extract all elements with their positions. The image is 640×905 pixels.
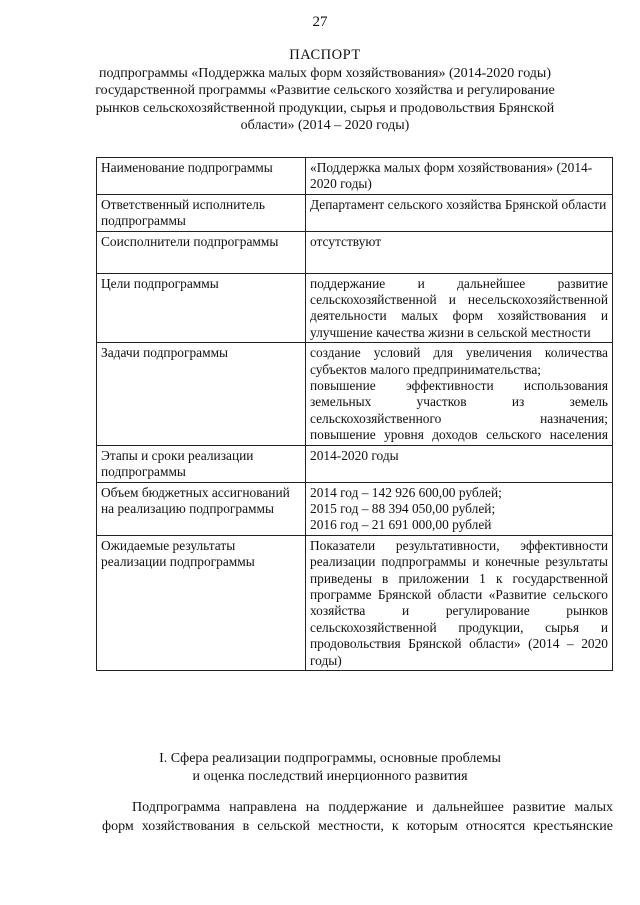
header-line: государственной программы «Развитие сельского хозяйства и регулирование [95, 83, 555, 98]
task-item: создание условий для увеличения количества субъектов малого предпринимательства; [310, 345, 608, 377]
section-heading-line: I. Сфера реализации подпрограммы, основные проблемы [159, 751, 501, 766]
table-row [97, 343, 613, 445]
page-number: 27 [312, 14, 328, 30]
paragraph-line: форм хозяйствования в сельской местности, к которым относятся крестьянские [102, 819, 613, 834]
passport-title: ПАСПОРТ [289, 47, 361, 63]
row-value: «Поддержка малых форм хозяйствования» (2014-2020 годы) [306, 158, 613, 195]
row-label: Цели подпрограммы [97, 273, 306, 343]
body-paragraph [96, 798, 613, 836]
row-label: Ответственный исполнитель подпрограммы [97, 194, 306, 231]
row-label: Задачи подпрограммы [97, 343, 306, 445]
budget-line: 2015 год – 88 394 050,00 рублей; [310, 500, 496, 516]
table-row [97, 231, 613, 273]
row-label: Объем бюджетных ассигнований на реализацию подпрограммы [97, 482, 306, 535]
budget-line: 2014 год – 142 926 600,00 рублей; [310, 484, 502, 500]
row-label: Соисполнители подпрограммы [97, 231, 306, 273]
table-row [97, 482, 613, 535]
header-line: рынков сельскохозяйственной продукции, сырья и продовольствия Брянской [95, 100, 555, 116]
row-value [306, 482, 613, 535]
row-value: Департамент сельского хозяйства Брянской области [306, 194, 613, 231]
row-label: Ожидаемые результаты реализации подпрограммы [97, 535, 306, 670]
table-row [97, 194, 613, 231]
passport-table [96, 157, 613, 671]
header-line: области» (2014 – 2020 годы) [240, 118, 410, 133]
table-row [97, 158, 613, 195]
row-label: Этапы и сроки реализации подпрограммы [97, 445, 306, 482]
table-row [97, 535, 613, 670]
table-row [97, 445, 613, 482]
budget-line: 2016 год – 21 691 000,00 рублей [310, 517, 492, 533]
table-row [97, 273, 613, 343]
row-value: поддержание и дальнейшее развитие сельскохозяйственной и несельскохозяйственной деятельности малых форм хозяйствования и улучшение качества жизни в сельской местности [306, 273, 613, 343]
paragraph-line: Подпрограмма направлена на поддержание и дальнейшее развитие малых [132, 800, 613, 815]
header-line: подпрограммы «Поддержка малых форм хозяйствования» (2014-2020 годы) [99, 65, 551, 81]
row-label: Наименование подпрограммы [97, 158, 306, 195]
row-value: отсутствуют [306, 231, 613, 273]
section-heading-line: и оценка последствий инерционного развития [192, 768, 468, 784]
row-value [306, 343, 613, 445]
row-value: 2014-2020 годы [306, 445, 613, 482]
task-item: повышение эффективности использования земельных участков из земель сельскохозяйственного назначения; [310, 378, 608, 426]
section-heading [80, 750, 580, 785]
passport-header [80, 47, 570, 135]
row-value: Показатели результативности, эффективности реализации подпрограммы и конечные результаты приведены в приложении 1 к государственной программе Брянской области «Развитие сельского хозяйства и регулирование рынков сельскохозяйственной продукции, сырья и продовольствия Брянской области» (2014 – 2020 годы) [306, 535, 613, 670]
task-item: повышение уровня доходов сельского населения [310, 427, 608, 443]
